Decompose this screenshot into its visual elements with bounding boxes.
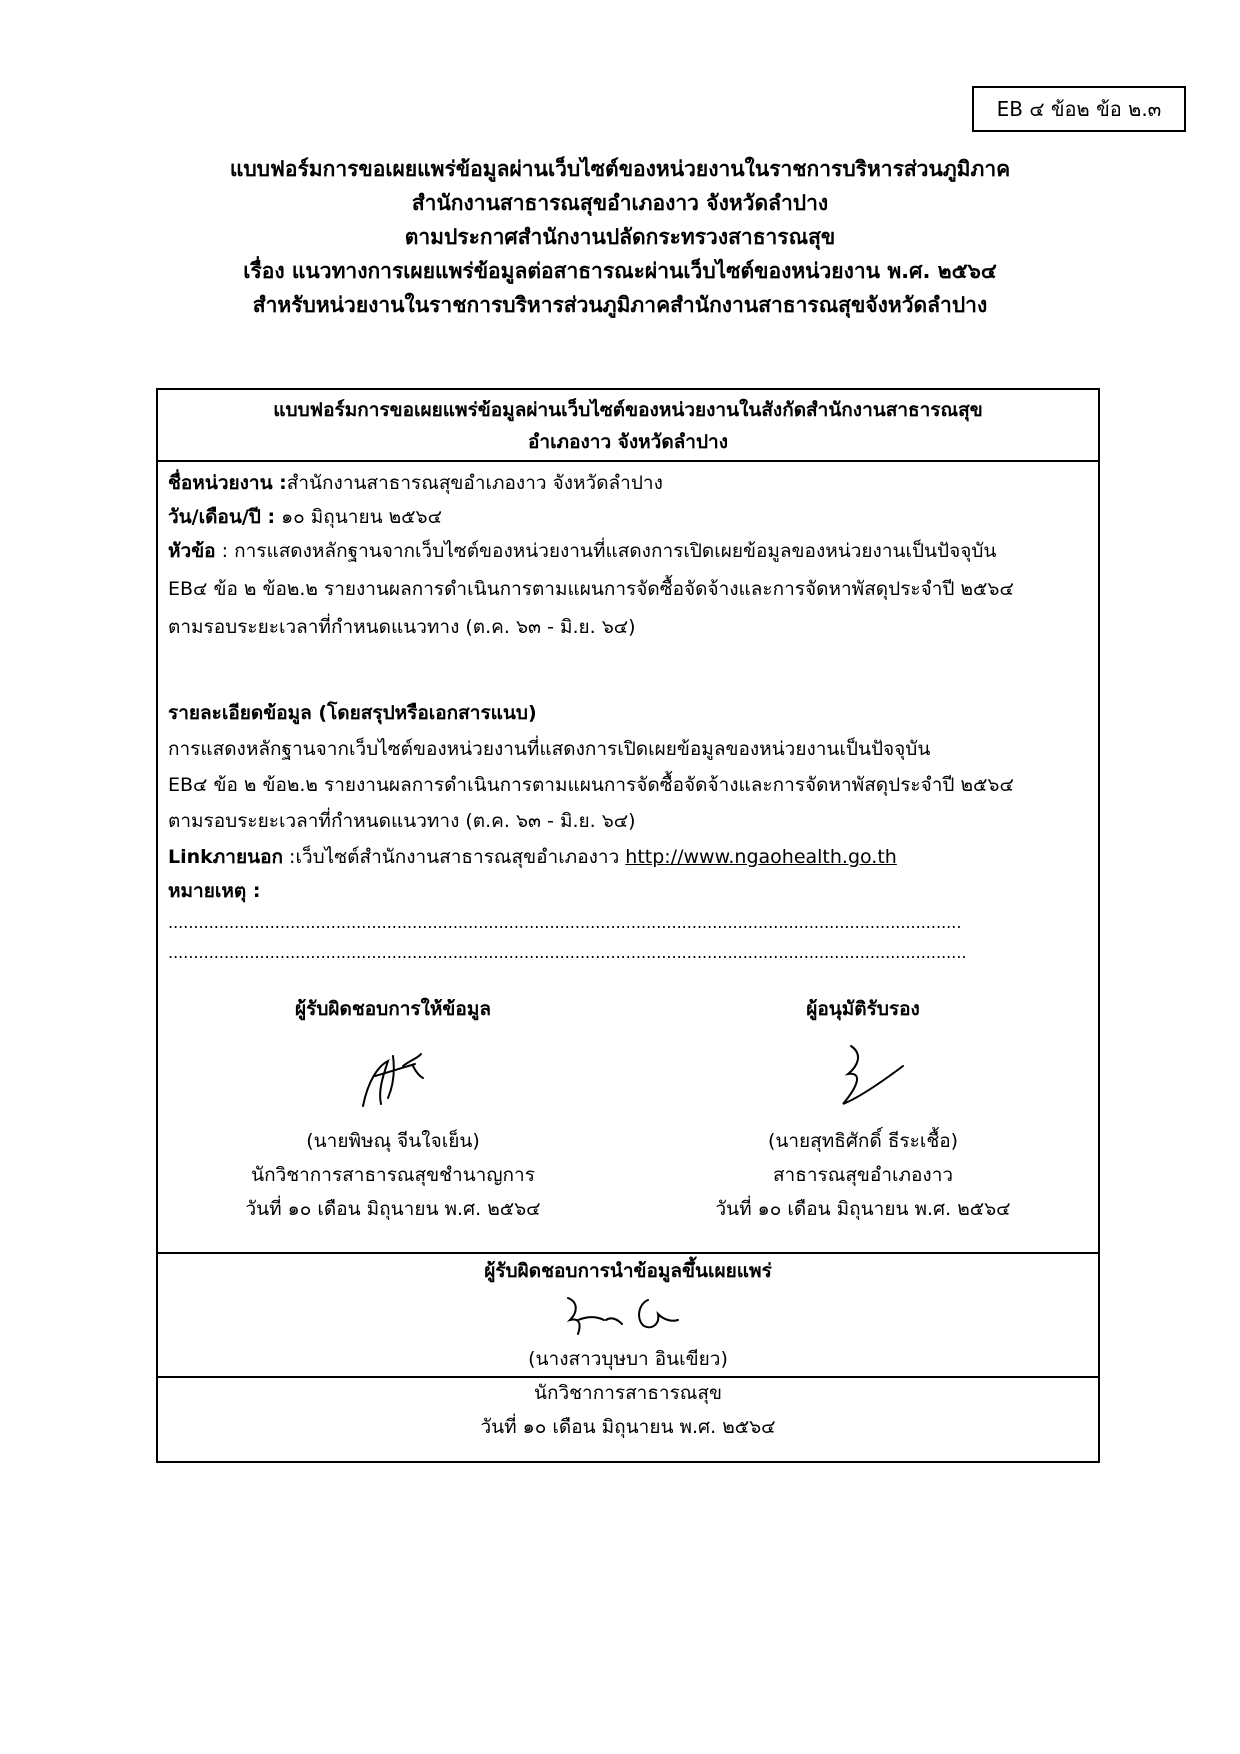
date-label: วัน/เดือน/ปี : [168, 506, 276, 528]
signer-left-role: ผู้รับผิดชอบการให้ข้อมูล [295, 998, 491, 1020]
topic-line-2: EB๔ ข้อ ๒ ข้อ๒.๒ รายงานผลการดำเนินการตามแผนการจัดซื้อจัดจ้างและการจัดหาพัสดุประจำปี ๒๕๖๔ [168, 578, 1014, 600]
detail-line-3: ตามรอบระยะเวลาที่กำหนดแนวทาง (ต.ค. ๖๓ - มิ.ย. ๖๔) [168, 810, 636, 832]
signer-right [628, 988, 1098, 1226]
topic-line-1: : การแสดงหลักฐานจากเว็บไซต์ของหน่วยงานที่แสดงการเปิดเผยข้อมูลของหน่วยงานเป็นปัจจุบัน [215, 540, 997, 562]
publisher-date: วันที่ ๑๐ เดือน มิถุนายน พ.ศ. ๒๕๖๔ [480, 1416, 776, 1438]
publisher-position: นักวิชาการสาธารณสุข [533, 1382, 723, 1404]
unit-label: ชื่อหน่วยงาน : [168, 472, 287, 494]
signature-section [156, 988, 1100, 1254]
signer-right-position: สาธารณสุขอำเภองาว [772, 1164, 954, 1186]
signer-right-role: ผู้อนุมัติรับรอง [806, 998, 920, 1020]
signer-left-date: วันที่ ๑๐ เดือน มิถุนายน พ.ศ. ๒๕๖๔ [245, 1198, 541, 1220]
reference-code-box: EB ๔ ข้อ๒ ข้อ ๒.๓ [972, 86, 1186, 132]
signer-right-name: (นายสุทธิศักดิ์ ธีระเชื้อ) [767, 1130, 959, 1152]
date-value: ๑๐ มิถุนายน ๒๕๖๔ [275, 506, 442, 528]
link-row [168, 842, 897, 872]
header-line-1: แบบฟอร์มการขอเผยแพร่ข้อมูลผ่านเว็บไซต์ของหน่วยงานในราชการบริหารส่วนภูมิภาค [229, 157, 1011, 181]
document-header [120, 152, 1120, 322]
publisher-section [156, 1252, 1100, 1463]
website-link[interactable]: http://www.ngaohealth.go.th [625, 846, 897, 868]
topic-label: หัวข้อ [168, 540, 216, 562]
publisher-name: (นางสาวบุษบา อินเขียว) [528, 1348, 728, 1370]
topic-line-3: ตามรอบระยะเวลาที่กำหนดแนวทาง (ต.ค. ๖๓ - มิ.ย. ๖๔) [168, 616, 636, 638]
signer-left [158, 988, 628, 1226]
link-label: Linkภายนอก [168, 846, 284, 868]
signer-left-position: นักวิชาการสาธารณสุขชำนาญการ [251, 1164, 535, 1186]
header-line-4: เรื่อง แนวทางการเผยแพร่ข้อมูลต่อสาธารณะผ่านเว็บไซต์ของหน่วยงาน พ.ศ. ๒๕๖๔ [243, 259, 997, 283]
unit-value: สำนักงานสาธารณสุขอำเภองาว จังหวัดลำปาง [286, 472, 663, 494]
detail-line-1: การแสดงหลักฐานจากเว็บไซต์ของหน่วยงานที่แสดงการเปิดเผยข้อมูลของหน่วยงานเป็นปัจจุบัน [168, 738, 931, 760]
form-title [158, 390, 1098, 462]
date-row [168, 502, 442, 532]
detail-label: รายละเอียดข้อมูล (โดยสรุปหรือเอกสารแนบ) [168, 702, 537, 724]
link-prefix: :เว็บไซต์สำนักงานสาธารณสุขอำเภองาว [283, 846, 626, 868]
header-line-3: ตามประกาศสำนักงานปลัดกระทรวงสาธารณสุข [404, 225, 836, 249]
signer-right-date: วันที่ ๑๐ เดือน มิถุนายน พ.ศ. ๒๕๖๔ [715, 1198, 1011, 1220]
signature-left-image [333, 1036, 453, 1116]
header-line-2: สำนักงานสาธารณสุขอำเภองาว จังหวัดลำปาง [411, 191, 829, 215]
topic-row [168, 536, 996, 566]
form-title-line-2: อำเภองาว จังหวัดลำปาง [527, 431, 728, 453]
note-label: หมายเหตุ : [168, 880, 261, 902]
detail-line-2: EB๔ ข้อ ๒ ข้อ๒.๒ รายงานผลการดำเนินการตามแผนการจัดซื้อจัดจ้างและการจัดหาพัสดุประจำปี ๒๕๖๔ [168, 774, 1014, 796]
publisher-role: ผู้รับผิดชอบการนำข้อมูลขึ้นเผยแพร่ [484, 1260, 772, 1282]
form-title-line-1: แบบฟอร์มการขอเผยแพร่ข้อมูลผ่านเว็บไซต์ของหน่วยงานในสังกัดสำนักงานสาธารณสุข [273, 399, 983, 421]
signer-left-name: (นายพิษณุ จีนใจเย็น) [306, 1130, 480, 1152]
signature-right-image [803, 1036, 923, 1116]
note-dots-1: ............................................................................................................................................................ [168, 913, 962, 932]
unit-row [168, 468, 663, 498]
note-dots-2: ............................................................................................................................................................. [168, 943, 967, 962]
signature-publisher-image [548, 1290, 708, 1340]
header-line-5: สำหรับหน่วยงานในราชการบริหารส่วนภูมิภาคสำนักงานสาธารณสุขจังหวัดลำปาง [252, 293, 988, 317]
